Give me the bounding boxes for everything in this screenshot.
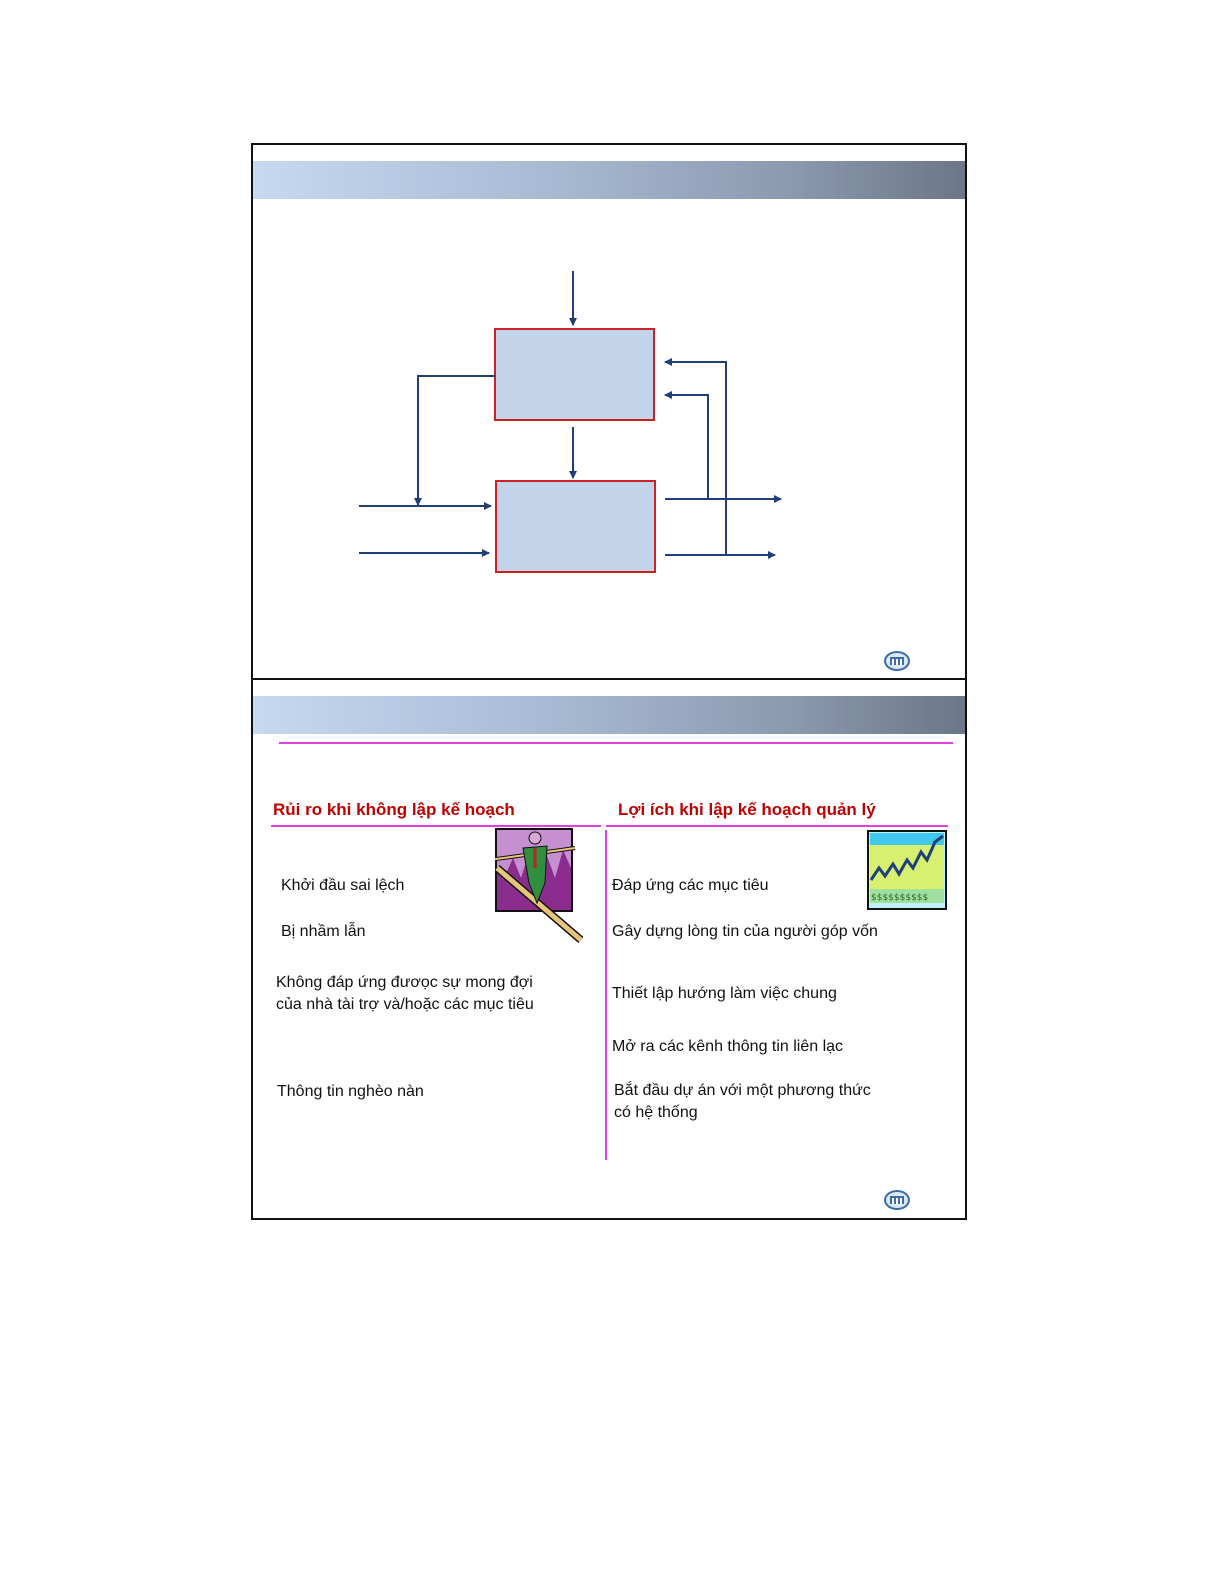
lower-process-box	[496, 481, 655, 572]
risk-item-2: Bị nhầm lẫn	[281, 923, 366, 940]
benefit-item-5-line-2: có hệ thống	[614, 1104, 698, 1121]
benefits-heading: Lợi ích khi lập kế hoạch quản lý	[618, 800, 876, 819]
column-divider	[605, 830, 607, 1160]
university-logo-icon	[883, 1189, 911, 1211]
slide-1	[253, 145, 965, 680]
benefit-item-2: Gây dựng lòng tin của người góp vốn	[612, 923, 878, 940]
benefit-item-3: Thiết lập hướng làm việc chung	[612, 985, 837, 1002]
feedback-right-arrow-inner	[665, 395, 708, 499]
top-accent-line	[279, 742, 953, 744]
slide-2	[253, 680, 965, 1218]
upper-process-box	[495, 329, 654, 420]
document-page	[251, 143, 967, 1220]
risk-item-1: Khởi đầu sai lệch	[281, 877, 405, 894]
flow-diagram	[253, 145, 965, 678]
feedback-right-arrow-outer	[665, 362, 726, 555]
risk-item-3-line-1: Không đáp ứng đươọc sự mong đợi	[276, 974, 533, 991]
rising-stock-chart-icon	[867, 830, 947, 910]
risk-item-3-line-2: của nhà tài trợ và/hoặc các mục tiêu	[276, 996, 534, 1013]
svg-text:$$$$$$$$$$: $$$$$$$$$$	[871, 893, 929, 903]
risks-heading: Rủi ro khi không lập kế hoạch	[273, 800, 515, 819]
benefit-item-1: Đáp ứng các mục tiêu	[612, 877, 769, 894]
feedback-left-arrow	[418, 376, 495, 505]
risks-heading-underline	[271, 825, 601, 827]
benefit-item-4: Mở ra các kênh thông tin liên lạc	[612, 1038, 844, 1055]
benefit-item-5-line-1: Bắt đầu dự án với một phương thức	[614, 1082, 871, 1099]
university-logo-icon	[883, 650, 911, 672]
tightrope-walker-icon	[495, 828, 583, 944]
slide-2-title-bar	[253, 696, 965, 734]
benefits-heading-underline	[606, 825, 948, 827]
risk-item-4: Thông tin nghèo nàn	[277, 1083, 424, 1100]
